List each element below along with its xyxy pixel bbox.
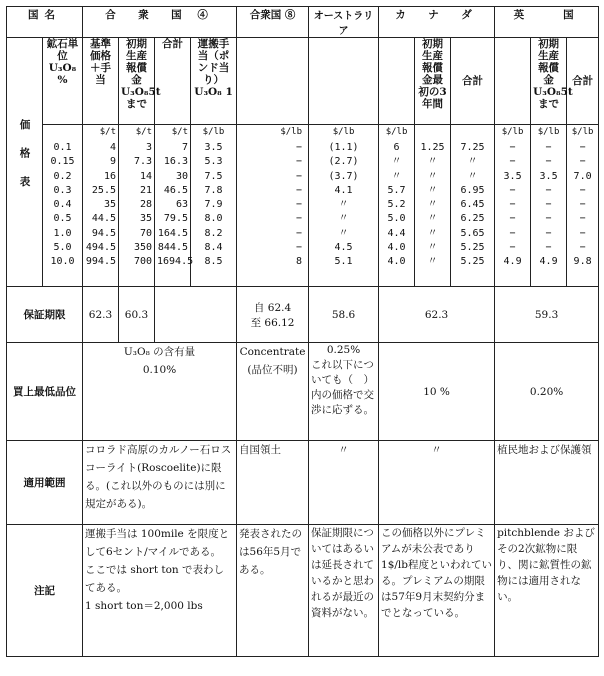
corner-cell: 国名 xyxy=(7,7,83,38)
price-cell: 〃 xyxy=(427,213,438,225)
price-cell: 8.4 xyxy=(204,242,223,254)
guarantee-us-b-from: 自 62.4 xyxy=(253,301,292,314)
unit-label: $/lb xyxy=(280,127,303,137)
price-cell: 5.7 xyxy=(387,184,406,196)
price-cell: 35 xyxy=(103,199,116,211)
price-cell: 〃 xyxy=(427,256,438,268)
uranium-price-table-page xyxy=(6,6,598,670)
price-cell: 7.3 xyxy=(133,156,152,168)
scope-us-b: 自国領土 xyxy=(237,441,309,525)
guarantee-us-b-to: 至 66.12 xyxy=(250,316,295,329)
unit-label: $/lb xyxy=(385,127,408,137)
price-cell: 〃 xyxy=(427,199,438,211)
min-grade-australia xyxy=(309,343,379,441)
uk-total-header: 合計 xyxy=(567,38,599,125)
ca-total-header: 合計 xyxy=(451,38,495,125)
min-grade-us-b-line1: Concentrate xyxy=(239,346,306,358)
price-cell: 〃 xyxy=(338,227,349,239)
price-cell: 0.4 xyxy=(53,199,72,211)
guarantee-us-a2: 60.3 xyxy=(119,287,155,343)
guarantee-canada: 62.3 xyxy=(379,287,495,343)
price-cell: 4.5 xyxy=(334,242,353,254)
guarantee-australia: 58.6 xyxy=(309,287,379,343)
scope-canada: 〃 xyxy=(379,441,495,525)
price-cell: 5.25 xyxy=(460,242,485,254)
uk-header: 英 国 xyxy=(495,7,599,38)
price-cell: 〃 xyxy=(427,184,438,196)
price-cell: 5.25 xyxy=(460,256,485,268)
price-cell: 3.5 xyxy=(503,170,522,182)
unit-label: $/lb xyxy=(537,127,560,137)
unit-label xyxy=(417,125,448,141)
unit-label: $/lb xyxy=(501,127,524,137)
price-cell: − xyxy=(545,242,552,254)
price-cell: − xyxy=(296,156,303,168)
price-cell: 0.15 xyxy=(50,156,75,168)
price-cell: 7.9 xyxy=(204,199,223,211)
uk-initial-column xyxy=(531,125,567,287)
price-cell: 〃 xyxy=(427,156,438,168)
us-haul-column xyxy=(191,125,237,287)
price-cell: 4.4 xyxy=(387,227,406,239)
scope-us-a: コロラド高原のカルノー石ロスコーライト(Roscoelite)に限る。(これ以外のものには別に規定がある)。 xyxy=(83,441,237,525)
price-cell: 164.5 xyxy=(157,227,188,239)
guarantee-us-b xyxy=(237,287,309,343)
us-total-column xyxy=(155,125,194,287)
price-cell: 6.95 xyxy=(460,184,485,196)
price-cell: 63 xyxy=(175,199,188,211)
price-cell: 1694.5 xyxy=(157,256,194,268)
canada-header: カ ナ ダ xyxy=(379,7,495,38)
uk-base-subheader xyxy=(495,38,531,125)
uk-initial-header: 初期生産報償金 U₃O₈5t まで xyxy=(531,38,567,125)
price-cell: 16 xyxy=(103,170,116,182)
price-cell: 5.0 xyxy=(53,242,72,254)
price-cell: 35 xyxy=(139,213,152,225)
header-row xyxy=(7,7,599,38)
price-cell: − xyxy=(545,227,552,239)
price-cell: 4.1 xyxy=(334,184,353,196)
price-cell: 700 xyxy=(133,256,152,268)
price-cell: − xyxy=(509,184,516,196)
price-cell: 7.5 xyxy=(204,170,223,182)
price-cell: 46.5 xyxy=(163,184,188,196)
price-cell: 4 xyxy=(109,142,116,153)
ore-grade-header: 鉱石単位 U₃O₈ % xyxy=(43,38,83,125)
guarantee-us-a1: 62.3 xyxy=(83,287,119,343)
price-cell: 5.0 xyxy=(387,213,406,225)
notes-uk: pitchblende およびその2次鉱物に限り、関に鉱質性の鉱物には適用されない。 xyxy=(495,525,599,657)
price-cell: 4.9 xyxy=(503,256,522,268)
price-cell: 6 xyxy=(393,142,400,153)
price-cell: (1.1) xyxy=(328,142,359,153)
price-cell: 7.0 xyxy=(573,170,592,182)
price-cell: 844.5 xyxy=(157,242,188,254)
price-cell: 7.8 xyxy=(204,184,223,196)
price-cell: 79.5 xyxy=(163,213,188,225)
price-cell: 0.1 xyxy=(53,142,72,153)
scope-row xyxy=(7,441,599,525)
notes-us-a-line1: 運搬手当は 100mile を限度として6セント/マイルである。 xyxy=(85,528,230,558)
min-grade-uk: 0.20% xyxy=(495,343,599,441)
price-cell: 5.65 xyxy=(460,227,485,239)
price-row-label: 価格表 xyxy=(7,38,43,287)
price-cell: − xyxy=(296,242,303,254)
us-a-header: 合 衆 国 ④ xyxy=(83,7,237,38)
price-cell: 〃 xyxy=(338,199,349,211)
price-cell: − xyxy=(296,142,303,153)
price-cell: − xyxy=(579,242,586,254)
price-cell: 21 xyxy=(139,184,152,196)
guarantee-row xyxy=(7,287,599,343)
price-cell: 〃 xyxy=(338,213,349,225)
uk-total-column xyxy=(567,125,599,287)
price-cell: 3 xyxy=(145,142,152,153)
us-base-column xyxy=(83,125,119,287)
price-cell: − xyxy=(509,227,516,239)
price-cell: − xyxy=(296,170,303,182)
price-cell: − xyxy=(509,199,516,211)
ca-total-column xyxy=(451,125,495,287)
price-cell: 〃 xyxy=(391,170,402,182)
unit-label xyxy=(45,125,80,141)
min-grade-australia-line2: これ以下についても（ ）内の価格で交渉に応ずる。 xyxy=(311,359,375,416)
price-cell: − xyxy=(545,199,552,211)
notes-canada: この価格以外にプレミアムが未公表であり1$/lb程度といわれている。プレミアムの期限は57年9月末契約分までとなっている。 xyxy=(379,525,495,657)
price-cell: 1.25 xyxy=(420,142,445,153)
price-cell: 8.2 xyxy=(204,227,223,239)
price-cell: 3.5 xyxy=(539,170,558,182)
price-cell: 8.0 xyxy=(204,213,223,225)
price-cell: − xyxy=(545,156,552,168)
us-b-column xyxy=(237,125,309,287)
min-grade-us-a xyxy=(83,343,237,441)
price-cell: − xyxy=(579,142,586,153)
price-cell: − xyxy=(545,184,552,196)
price-cell: (2.7) xyxy=(328,156,359,168)
min-grade-us-a-line2: 0.10% xyxy=(142,364,177,376)
guarantee-uk: 59.3 xyxy=(495,287,599,343)
price-cell: 9.8 xyxy=(573,256,592,268)
us-total-header: 合計 xyxy=(155,38,191,125)
price-cell: − xyxy=(579,213,586,225)
unit-label: $/lb xyxy=(332,127,355,137)
price-cell: 0.2 xyxy=(53,170,72,182)
unit-label: $/lb xyxy=(571,127,594,137)
price-cell: 494.5 xyxy=(85,242,116,254)
price-cell: 〃 xyxy=(427,170,438,182)
price-cell: 14 xyxy=(139,170,152,182)
australia-column xyxy=(309,125,379,287)
price-comparison-table xyxy=(6,6,599,657)
price-cell: 30 xyxy=(175,170,188,182)
price-cell: 350 xyxy=(133,242,152,254)
australia-header: オーストラリア xyxy=(309,7,379,38)
scope-uk: 植民地および保護領 xyxy=(495,441,599,525)
subheader-row xyxy=(7,38,599,125)
unit-label: $/lb xyxy=(202,127,225,137)
min-grade-label: 買上最低品位 xyxy=(7,343,83,441)
min-grade-australia-line1: 0.25% xyxy=(326,344,361,356)
australia-subheader xyxy=(309,38,379,125)
price-cell: − xyxy=(545,213,552,225)
price-cell: 〃 xyxy=(427,227,438,239)
price-cell: 4.9 xyxy=(539,256,558,268)
ca-initial-column xyxy=(415,125,451,287)
ore-grade-column xyxy=(43,125,83,287)
price-cell: 3.5 xyxy=(204,142,223,153)
price-cell: 6.25 xyxy=(460,213,485,225)
price-cell: 70 xyxy=(139,227,152,239)
us-b-header: 合衆国 ⑧ xyxy=(237,7,309,38)
notes-us-a-line3: 1 short ton＝2,000 lbs xyxy=(85,600,203,612)
unit-label: $/t xyxy=(171,127,188,137)
price-cell: 16.3 xyxy=(163,156,188,168)
scope-label: 適用範囲 xyxy=(7,441,83,525)
min-grade-us-b-line2: (品位不明) xyxy=(247,364,298,376)
price-cell: 4.0 xyxy=(387,256,406,268)
unit-label xyxy=(453,125,492,141)
notes-label: 注記 xyxy=(7,525,83,657)
notes-us-b: 発表されたのは56年5月である。 xyxy=(237,525,309,657)
price-cell: − xyxy=(579,199,586,211)
uk-base-column xyxy=(495,125,531,287)
min-grade-canada: 10 % xyxy=(379,343,495,441)
us-initial-column xyxy=(119,125,155,287)
price-cell: 6.45 xyxy=(460,199,485,211)
us-initial-header: 初期生産報償金 U₃O₈5t まで xyxy=(119,38,155,125)
price-cell: 7.25 xyxy=(460,142,485,153)
price-cell: 994.5 xyxy=(85,256,116,268)
price-data-row xyxy=(7,125,599,287)
ca-initial-header: 初期生産報償金最初の3年間 xyxy=(415,38,451,125)
price-cell: 25.5 xyxy=(91,184,116,196)
price-cell: − xyxy=(296,227,303,239)
price-cell: − xyxy=(509,156,516,168)
min-grade-us-a-line1: U₃O₈ の含有量 xyxy=(123,346,196,358)
price-cell: − xyxy=(509,213,516,225)
price-cell: 〃 xyxy=(427,242,438,254)
ca-base-column xyxy=(379,125,415,287)
price-cell: 7 xyxy=(181,142,188,153)
price-cell: 4.0 xyxy=(387,242,406,254)
notes-australia: 保証期限についてはあるいは延長されているかと思われるが最近の資料がない。 xyxy=(309,525,379,657)
min-grade-us-b xyxy=(237,343,309,441)
price-cell: − xyxy=(296,199,303,211)
notes-row xyxy=(7,525,599,657)
unit-label: $/t xyxy=(99,127,116,137)
price-cell: − xyxy=(545,142,552,153)
price-cell: (3.7) xyxy=(328,170,359,182)
price-cell: 8.5 xyxy=(204,256,223,268)
price-cell: 0.3 xyxy=(53,184,72,196)
price-cell: 0.5 xyxy=(53,213,72,225)
price-cell: − xyxy=(579,184,586,196)
price-cell: 1.0 xyxy=(53,227,72,239)
min-grade-row xyxy=(7,343,599,441)
price-cell: 10.0 xyxy=(50,256,75,268)
us-base-header: 基準価格＋手当 xyxy=(83,38,119,125)
price-cell: − xyxy=(579,227,586,239)
us-b-subheader xyxy=(237,38,309,125)
price-cell: − xyxy=(509,242,516,254)
us-haul-header: 運搬手当（ポンド当り）U₃O₈ 1 xyxy=(191,38,237,125)
price-cell: 〃 xyxy=(467,170,478,182)
notes-us-a xyxy=(83,525,237,657)
price-cell: 44.5 xyxy=(91,213,116,225)
price-cell: − xyxy=(296,184,303,196)
price-cell: 5.3 xyxy=(204,156,223,168)
unit-label: $/t xyxy=(135,127,152,137)
price-cell: 28 xyxy=(139,199,152,211)
guarantee-us-a-blank xyxy=(155,287,237,343)
price-cell: − xyxy=(579,156,586,168)
price-cell: 5.1 xyxy=(334,256,353,268)
price-cell: − xyxy=(509,142,516,153)
price-cell: 〃 xyxy=(391,156,402,168)
price-cell: 94.5 xyxy=(91,227,116,239)
price-cell: − xyxy=(296,213,303,225)
ca-base-subheader xyxy=(379,38,415,125)
scope-australia: 〃 xyxy=(309,441,379,525)
price-cell: 5.2 xyxy=(387,199,406,211)
price-cell: 8 xyxy=(296,256,303,268)
price-cell: 〃 xyxy=(467,156,478,168)
notes-us-a-line2: ここでは short ton で表わしてある。 xyxy=(85,564,225,594)
guarantee-label: 保証期限 xyxy=(7,287,83,343)
price-cell: 9 xyxy=(109,156,116,168)
